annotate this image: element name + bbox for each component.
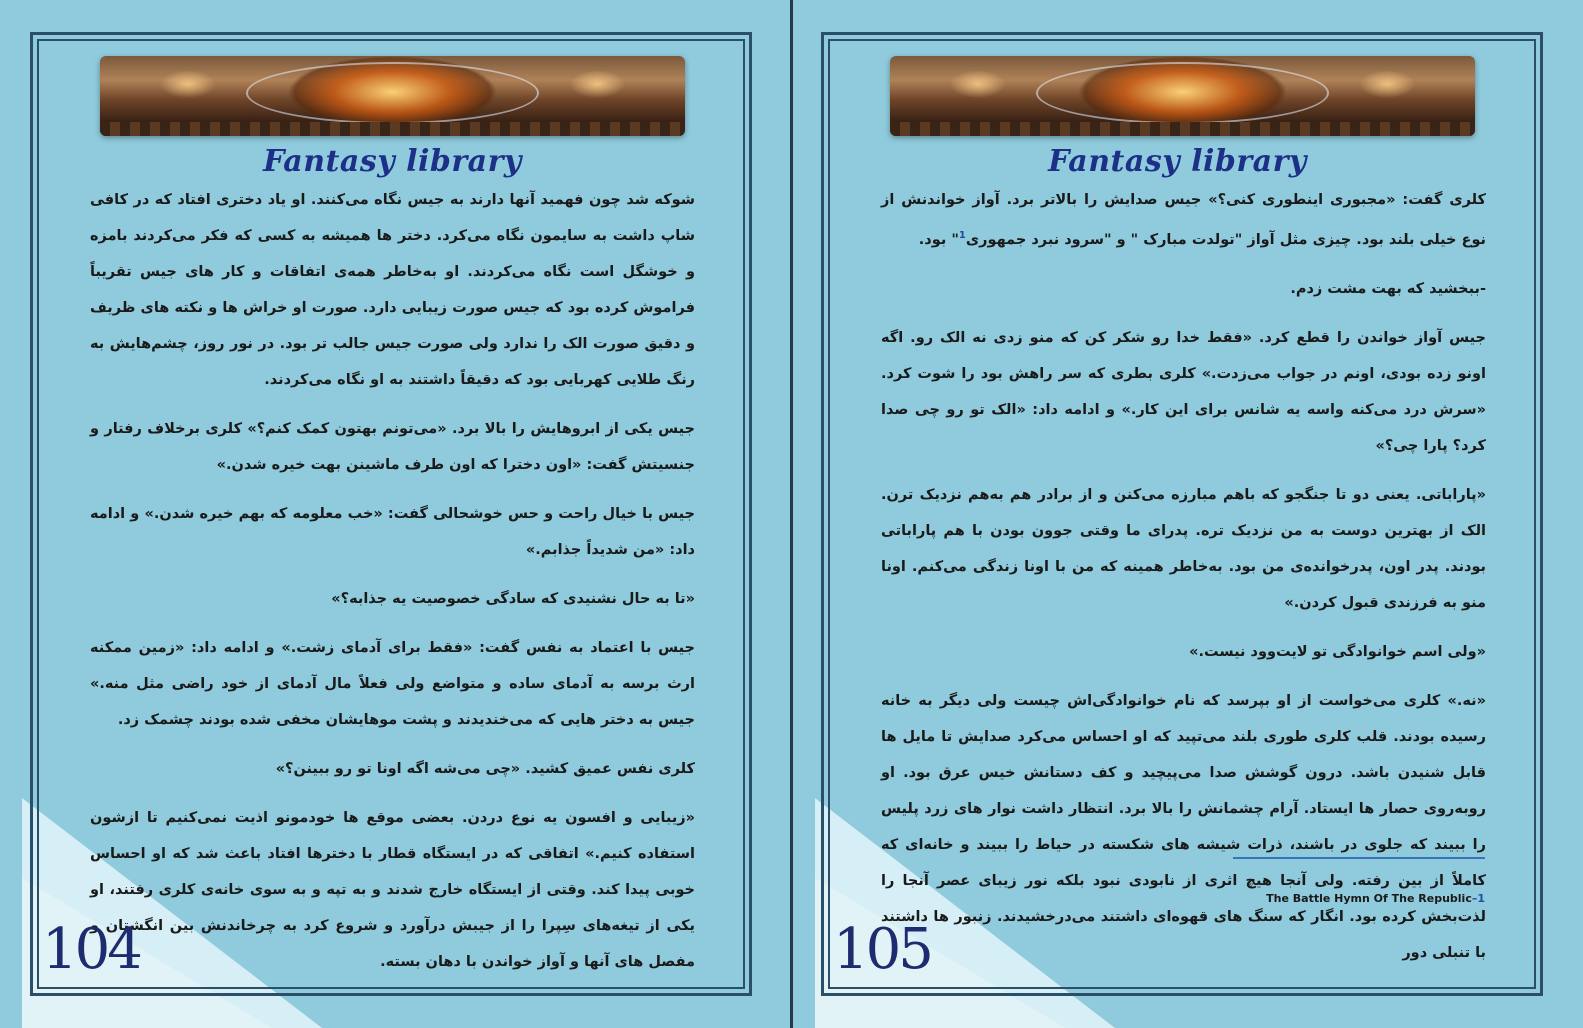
- page-number: 104: [42, 917, 140, 982]
- page-number: 105: [833, 917, 931, 982]
- library-globe-banner: [890, 56, 1475, 136]
- paragraph-text: " بود.: [918, 231, 959, 248]
- page-title: Fantasy library: [1048, 144, 1307, 179]
- paragraph: «تا به حال نشنیدی که سادگی خصوصیت یه جذابه؟»: [331, 591, 695, 607]
- paragraph: جیس آواز خواندن را قطع کرد. «فقط خدا رو شکر کن که منو زدی نه الک رو. اگه اونو زده بودی، اونم در جواب می‌زدت.» کلری بطری که سر راهش بود را شوت کرد. «سرش درد می‌کنه واسه یه شانس برای این کار.» و ادامه داد: «الک تو رو چی صدا کرد؟ پارا چی؟»: [881, 329, 1486, 454]
- body-text: [90, 182, 695, 993]
- right-page: [793, 0, 1583, 1028]
- body-text: [881, 182, 1486, 984]
- library-globe-banner: [100, 56, 685, 136]
- left-page: [0, 0, 790, 1028]
- paragraph: «پاراباتی. یعنی دو تا جنگجو که باهم مبارزه می‌کنن و از برادر هم به‌هم نزدیک ترن. الک از بهترین دوست به من نزدیک تره. پدرای ما وقتی جوون بودن با هم پاراباتی بودند. پدر اون، پدرخوانده‌ی من بود. به‌خاطر همینه که من با اونا زندگی می‌کنم. اونا منو به فرزندی قبول کردن.»: [881, 486, 1486, 611]
- footnote-marker: –1: [1471, 892, 1485, 905]
- paragraph: [881, 182, 1486, 258]
- footnote-text: The Battle Hymn Of The Republic: [1266, 892, 1472, 905]
- paragraph-text: کلری گفت: «مجبوری اینطوری کنی؟» جیس صدایش را بالاتر برد. آواز خواندنش از نوع خیلی بلند بود. چیزی مثل آواز "تولدت مبارک " و "سرود نبرد جمهوری: [881, 192, 1486, 248]
- paragraph: شوکه شد چون فهمید آنها دارند به جیس نگاه می‌کنند. او یاد دختری افتاد که در کافی شاپ داشت به سایمون نگاه می‌کرد. دختر ها همیشه به کسی که فکر می‌کردند بامزه و خوشگل است نگاه می‌کردند. او به‌خاطر همه‌ی اتفاقات و کار های جیس تقریباً فراموش کرده بود که جیس صورت زیبایی دارد. صورت او خراش ها و نکته های ظریف و دقیق صورت الک را ندارد ولی صورت جیس جالب تر بود. در نور روز، چشم‌هایش به رنگ طلایی کهربایی بود که دقیقاً داشتند به او نگاه می‌کردند.: [90, 192, 695, 388]
- paragraph: کلری نفس عمیق کشید. «چی می‌شه اگه اونا تو رو ببینن؟»: [275, 761, 695, 777]
- paragraph: «نه.» کلری می‌خواست از او بپرسد که نام خوانوادگی‌اش چیست ولی دیگر به خانه رسیده بودند. قلب کلری طوری بلند می‌تپید که او احساس می‌کرد صدایش تا مایل ها قابل شنیدن باشد. درون گوشش صدا می‌پیچید و کف دستانش خیس عرق بود. او روبه‌روی حصار ها ایستاد. آرام چشمانش را بالا برد. انتظار داشت نوار های زرد پلیس را ببیند که جلوی در باشند، ذرات شیشه های شکسته در حیاط را ببیند و خانه‌ای که کاملاً از بین رفته. ولی آنجا هیچ اثری از نابودی نبود بلکه نور زیبای عصر آنجا را لذت‌بخش کرده بود. انگار که سنگ های قهوه‌ای داشتند می‌درخشیدند. زنبور ها داشتند با تنبلی دور: [881, 692, 1486, 961]
- paragraph: جیس با اعتماد به نفس گفت: «فقط برای آدمای زشت.» و ادامه داد: «زمین ممکنه ارث برسه به آدمای ساده و متواضع ولی فعلاً مال آدمای از خود راضی مثل منه.» جیس به دختر هایی که می‌خندیدند و پشت موهایشان مخفی شده بودند چشمک زد.: [90, 640, 695, 728]
- paragraph: «ولی اسم خوانوادگی تو لایت‌وود نیست.»: [1189, 643, 1486, 660]
- page-title: Fantasy library: [263, 144, 522, 179]
- paragraph: «زیبایی و افسون یه نوع دردن. بعضی موقع ها خودمونو اذیت نمی‌کنیم تا ازشون استفاده کنیم.» اتفاقی که در ایستگاه قطار با دخترها افتاد باعث شد که او احساس خوبی پیدا کند. وقتی از ایستگاه خارج شدند و به تپه و به سوی خانه‌ی کلری رفتند، او یکی از تیغه‌های سِپرا را از جیبش درآورد و شروع کرد به چرخاندنش بین انگشتان و مفصل های آنها و آواز خواندن با دهان بسته.: [90, 810, 695, 970]
- footnote-reference[interactable]: 1: [958, 230, 966, 241]
- paragraph: جیس با خیال راحت و حس خوشحالی گفت: «خب معلومه که بهم خیره شدن.» و ادامه داد: «من شدیداً جذابم.»: [90, 506, 695, 558]
- footnote-divider: [1233, 857, 1485, 859]
- paragraph: جیس یکی از ابروهایش را بالا برد. «می‌تونم بهتون کمک کنم؟» کلری برخلاف رفتار و جنسیتش گفت: «اون دخترا که اون طرف ماشینن بهت خیره شدن.»: [90, 421, 695, 473]
- paragraph: -ببخشید که بهت مشت زدم.: [1290, 280, 1486, 297]
- footnote: [1093, 892, 1485, 905]
